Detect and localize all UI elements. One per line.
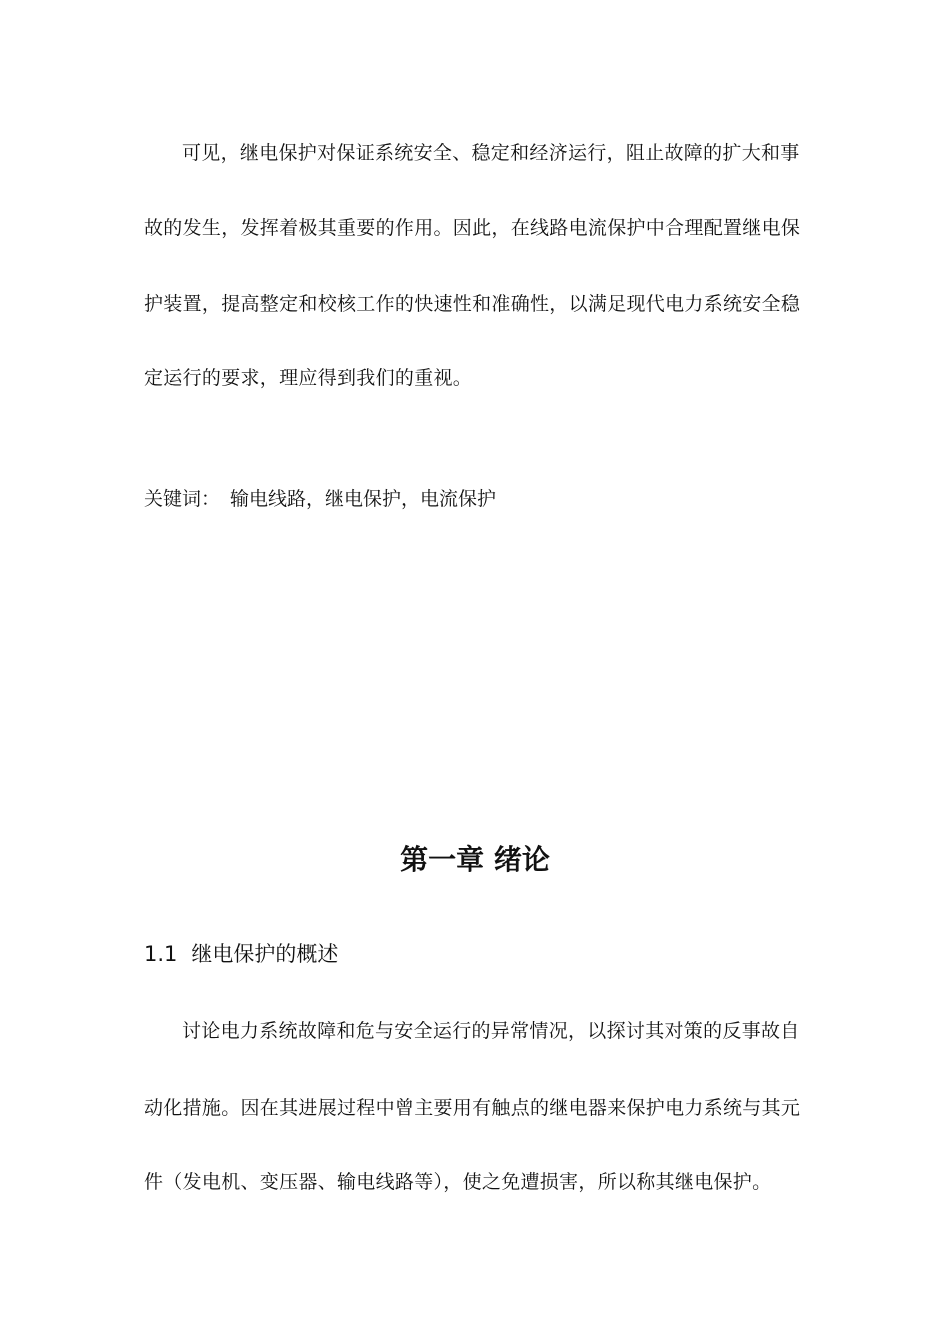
body-line-1: 讨论电力系统故障和危与安全运行的异常情况，以探讨其对策的反事故自 — [182, 1020, 800, 1042]
abstract-line-1: 可见，继电保护对保证系统安全、稳定和经济运行，阻止故障的扩大和事 — [182, 142, 800, 164]
body-line-3: 件（发电机、变压器、输电线路等），使之免遭损害，所以称其继电保护。 — [144, 1171, 772, 1193]
abstract-line-3: 护装置，提高整定和校核工作的快速性和准确性，以满足现代电力系统安全稳 — [144, 293, 801, 315]
section-title: 继电保护的概述 — [191, 942, 339, 966]
keywords-label: 关键词： — [144, 488, 221, 510]
section-number: 1.1 — [144, 942, 178, 966]
section-heading — [144, 938, 338, 968]
abstract-line-4: 定运行的要求，理应得到我们的重视。 — [144, 367, 473, 389]
keywords-value: 输电线路，继电保护，电流保护 — [230, 488, 497, 510]
body-line-2: 动化措施。因在其进展过程中曾主要用有触点的继电器来保护电力系统与其元 — [144, 1097, 801, 1119]
keywords-line — [144, 484, 496, 511]
chapter-title: 第一章 绪论 — [400, 843, 550, 876]
abstract-line-2: 故的发生，发挥着极其重要的作用。因此，在线路电流保护中合理配置继电保 — [144, 217, 801, 239]
